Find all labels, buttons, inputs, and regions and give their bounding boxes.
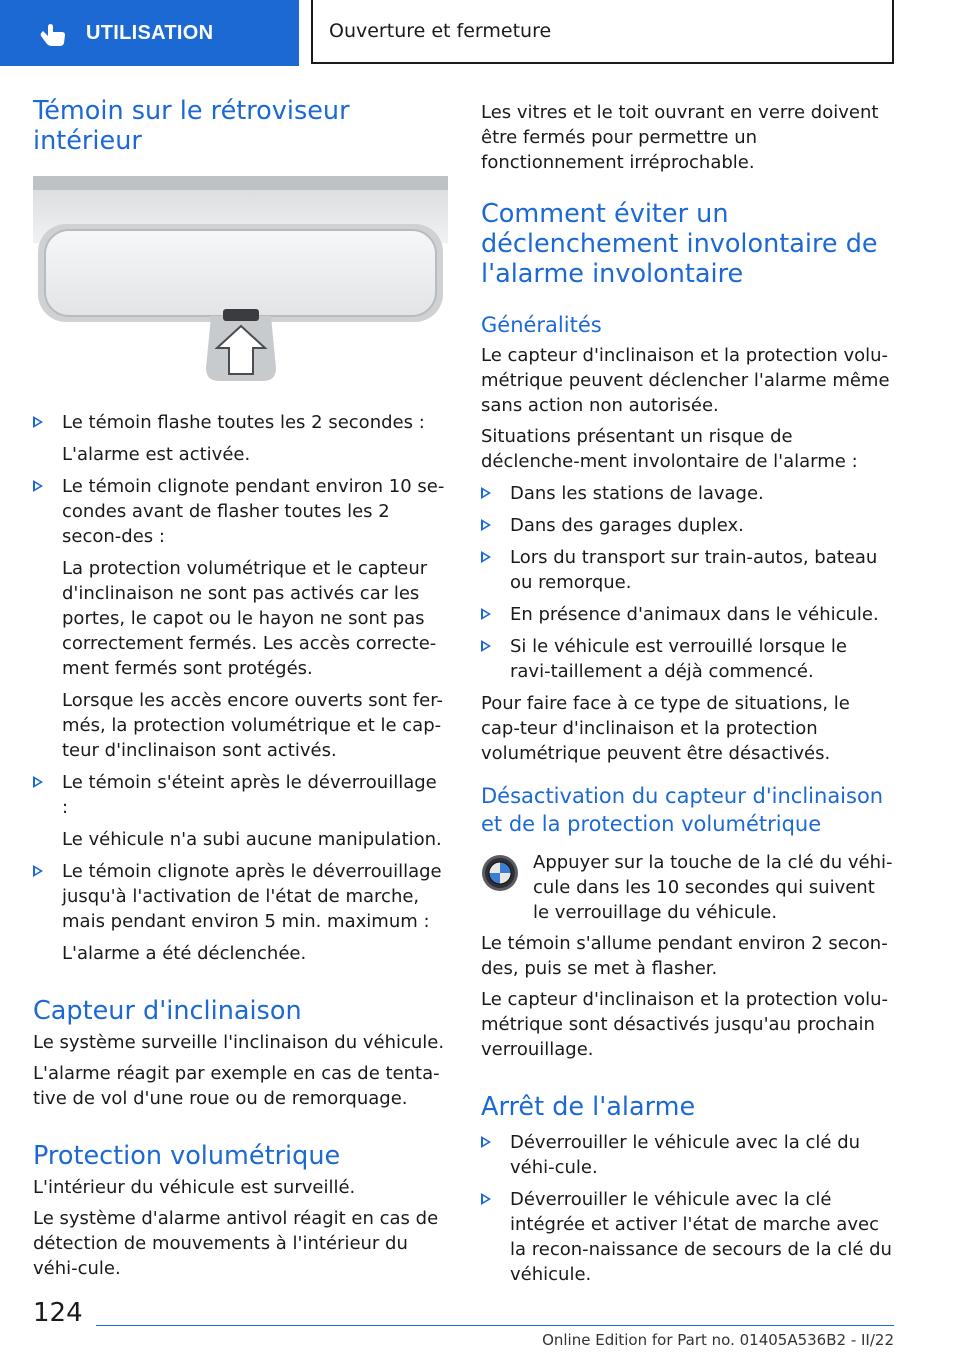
hand-pointer-icon [38, 18, 68, 48]
bullet-icon [33, 776, 43, 788]
heading-stop-alarm: Arrêt de l'alarme [481, 1092, 696, 1122]
list-item: Le témoin clignote après le déverrouillage jusqu'à l'activation de l'état de marche, mais pendant environ 5 min. maximum : [62, 861, 442, 932]
paragraph: Le système surveille l'inclinaison du véhicule. [33, 1032, 445, 1053]
bullet-icon [33, 416, 43, 428]
bullet-icon [481, 519, 491, 531]
key-button-icon [481, 854, 519, 892]
list-item: Si le véhicule est verrouillé lorsque le ravi-taillement a déjà commencé. [510, 636, 847, 682]
chapter-header [311, 0, 894, 64]
section-label: UTILISATION [86, 21, 214, 44]
list-item-detail: L'alarme est activée. [62, 444, 251, 465]
list-item: Le témoin clignote pendant environ 10 se-condes avant de flasher toutes les 2 secon-des : [62, 476, 445, 547]
list-item-detail: Lorsque les accès encore ouverts sont fer-més, la protection volumétrique et le cap-teur d'inclinaison sont activés. [62, 690, 443, 761]
chapter-title: Ouverture et fermeture [329, 20, 552, 42]
bullet-icon [33, 480, 43, 492]
footer-divider [96, 1325, 894, 1326]
paragraph: Pour faire face à ce type de situations, le cap-teur d'inclinaison et la protection volumétrique peuvent être désactivés. [481, 693, 850, 764]
paragraph: Le témoin s'allume pendant environ 2 secon-des, puis se met à flasher. [481, 933, 888, 979]
list-item-detail: Le véhicule n'a subi aucune manipulation. [62, 829, 442, 850]
bullet-icon [481, 1136, 491, 1148]
list-item-detail: L'alarme a été déclenchée. [62, 943, 307, 964]
paragraph: Les vitres et le toit ouvrant en verre doivent être fermés pour permettre un fonctionnement irréprochable. [481, 102, 879, 173]
edition-note: Online Edition for Part no. 01405A536B2 - II/22 [542, 1331, 894, 1349]
section-tab [0, 0, 299, 66]
paragraph: L'intérieur du véhicule est surveillé. [33, 1177, 356, 1198]
left-column [33, 96, 448, 1281]
bullet-icon [33, 865, 43, 877]
bullet-icon [481, 640, 491, 652]
paragraph: L'alarme réagit par exemple en cas de tenta-tive de vol d'une roue ou de remorquage. [33, 1063, 440, 1109]
paragraph: Situations présentant un risque de déclenche-ment involontaire de l'alarme : [481, 426, 858, 472]
bullet-icon [481, 551, 491, 563]
list-item: Déverrouiller le véhicule avec la clé intégrée et activer l'état de marche avec la recon-naissance de secours de la clé du véhicule. [510, 1189, 892, 1285]
list-item: En présence d'animaux dans le véhicule. [510, 604, 879, 625]
right-column [481, 100, 893, 1287]
list-item: Le témoin s'éteint après le déverrouillage : [62, 772, 437, 818]
mirror-indicator-photo [33, 176, 448, 388]
list-item: Dans les stations de lavage. [510, 483, 764, 504]
paragraph: Appuyer sur la touche de la clé du véhi-cule dans les 10 secondes qui suivent le verrouillage du véhicule. [533, 852, 893, 923]
heading-indicator: Témoin sur le rétroviseur intérieur [33, 96, 350, 156]
list-item: Dans des garages duplex. [510, 515, 744, 536]
list-item: Lors du transport sur train-autos, bateau ou remorque. [510, 547, 878, 593]
paragraph: Le système d'alarme antivol réagit en cas de détection de mouvements à l'intérieur du véhi-cule. [33, 1208, 439, 1279]
key-instruction [481, 850, 893, 925]
bullet-icon [481, 487, 491, 499]
list-item: Déverrouiller le véhicule avec la clé du véhi-cule. [510, 1132, 861, 1178]
heading-tilt-sensor: Capteur d'inclinaison [33, 996, 302, 1026]
paragraph: Le capteur d'inclinaison et la protection volu-métrique peuvent déclencher l'alarme même sans action non autorisée. [481, 345, 890, 416]
heading-avoid-false-alarm: Comment éviter un déclenchement involontaire de l'alarme involontaire [481, 199, 878, 289]
subheading-deactivation: Désactivation du capteur d'inclinaison et de la protection volumétrique [481, 784, 884, 836]
heading-volumetric: Protection volumétrique [33, 1141, 341, 1171]
page-number: 124 [33, 1298, 83, 1328]
bullet-icon [481, 608, 491, 620]
bullet-icon [481, 1193, 491, 1205]
paragraph: Le capteur d'inclinaison et la protection volu-métrique sont désactivés jusqu'au prochain verrouillage. [481, 989, 889, 1060]
list-item-detail: La protection volumétrique et le capteur d'inclinaison ne sont pas activés car les portes, le capot ou le hayon ne sont pas correctement fermés. Les accès correcte-ment fermés sont protégés. [62, 558, 437, 679]
subheading-general: Généralités [481, 313, 602, 337]
list-item: Le témoin flashe toutes les 2 secondes : [62, 412, 425, 433]
